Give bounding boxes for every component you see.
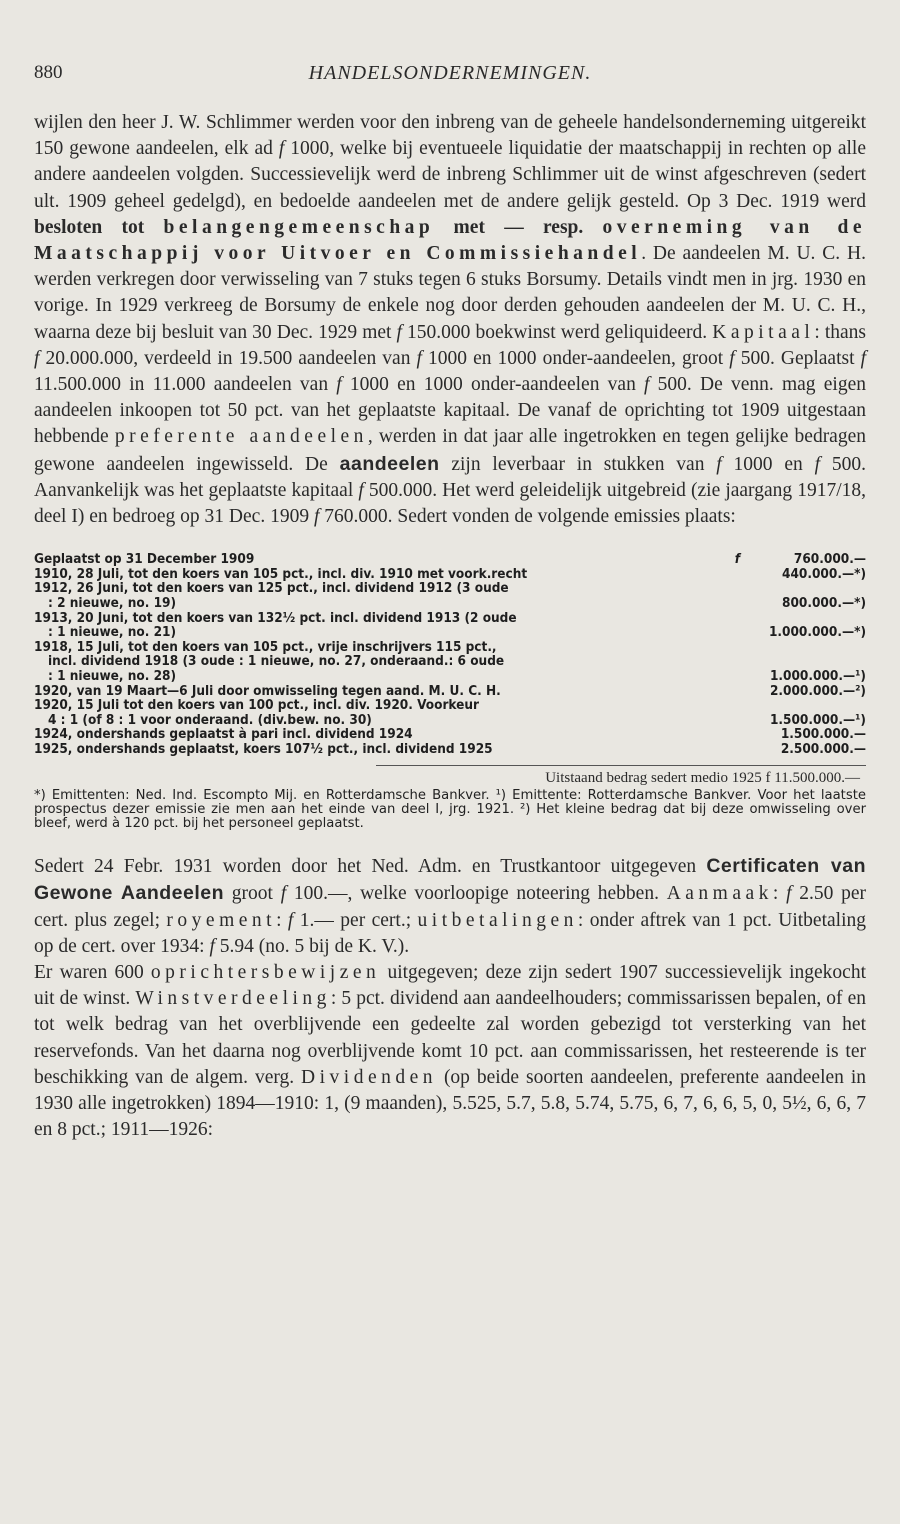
para1-segment: 11.500.000 in 11.000 aandeelen van [34,374,337,396]
para2-segment: Sedert 24 Febr. 1931 worden door het Ned. Adm. en Trustkantoor uitgegeven [34,856,707,878]
emission-amount: 2.000.000.—²) [769,682,866,699]
para1-segment: f [313,506,320,528]
para2-segment: : [772,883,787,905]
emission-text: 1918, 15 Juli, tot den koers van 105 pct., vrije inschrijvers 115 pct., [34,638,497,655]
para1-segment: f [860,347,866,369]
emission-amount: 1.000.000.—¹) [769,668,866,684]
para1-segment: 500. Aanvankelijk was het geplaatste kapitaal [34,453,867,501]
para1-segment: preferente aandeelen [114,426,368,448]
footnotes: *) Emittenten: Ned. Ind. Escompto Mij. en Rotterdamsche Bankver. ¹) Emittente: Rotterdamsche Bankver. Voor het laatste prospectus dezer emissie zie men aan het einde van deel I, jrg. 1921. ²) Het kleine bedrag dat bij deze omwisseling over bleef, werd à 120 pct. bij het personeel geplaatst. [34,787,866,831]
para1-segment: 1000, welke bij eventueele liquidatie der maatschappij in rechten op alle andere aandeelen volgden. Successievelijk werd de inbreng Schlimmer uit de winst afgeschreven (sedert ult. 1909 geheel gedelgd), en bedoelde aandeelen met de andere gelijk gesteld. Op 3 Dec. 1919 werd [34,138,866,212]
para2-segment: f [209,935,215,957]
para3-segment: : 5 pct. dividend aan aandeelhouders; commissarissen bepalen, of en tot welk bedrag van het overblijvende een gedeelte zal worden gebezigd tot versterking van het reservefonds. Van het daarna nog overblijvende komt 10 pct. aan commissarissen, het resteerende is ter beschikking van de algem. verg. [34,988,867,1088]
para3-segment: uitgegeven; deze zijn sedert 1907 successievelijk ingekocht uit de winst. [34,961,867,1010]
emission-row [34,698,866,727]
emission-amount: 2.500.000.— [780,740,866,757]
emission-row [34,567,866,582]
emission-row [34,581,866,610]
page-number: 880 [34,62,63,83]
para2-segment: 100.—, welke voorloopige noteering hebben. [286,883,667,905]
emission-row [34,727,866,742]
para2-segment: f [287,909,294,931]
emission-text: : 2 nieuwe, no. 19) [48,595,177,612]
page-body [34,110,866,1143]
para1-segment: overneming van de Maatschappij voor Uitvoer en Commissiehandel [34,216,866,265]
para1-segment: 760.000. Sedert vonden de volgende emissies plaats: [319,506,736,528]
emission-text: 1920, 15 Juli tot den koers van 100 pct., incl. div. 1920. Voorkeur [34,697,480,714]
para1-segment: belangengemeenschap [163,216,435,238]
para1-segment: f [34,347,40,369]
emission-amount: 1.500.000.— [780,726,866,743]
emission-row [34,684,866,699]
para1-segment: f [358,479,364,501]
para1-segment: f [644,374,650,396]
para2-segment: f [786,883,792,905]
para1-segment: . De aandeelen M. U. C. H. werden verkregen door verwisseling van 7 stuks tegen 6 stuks Borsumy. Details vindt men in jrg. 1930 en vorige. In 1929 verkreeg de Borsumy de enkele nog door derden gehouden aandeelen der M. U. C. H., waarna deze bij besluit van 30 Dec. 1929 met [34,243,866,343]
para2-segment: 5.94 (no. 5 bij de K. V.). [214,935,410,957]
para1-segment: 1000 en [721,453,815,475]
para1-segment: f [814,453,821,475]
para1-segment: f [396,321,402,343]
para1-segment: f [416,347,422,369]
para1-segment: met — resp. [434,216,603,238]
para1-segment: : thans [814,321,866,343]
para1-segment: 500. De venn. mag eigen aandeelen inkoopen tot 50 pct. van het geplaatste kapitaal. De vanaf de oprichting tot 1909 uitgestaan hebbende [34,374,866,448]
emission-text: 1925, ondershands geplaatst, koers 107½ pct., incl. dividend 1925 [34,740,493,757]
para3-segment: oprichtersbewijzen [150,961,381,983]
para2-segment: : onder aftrek van 1 pct. Uitbetaling op de cert. over 1934: [34,909,866,957]
para1-segment: Kapitaal [712,321,815,343]
para1-segment: f [336,374,342,396]
emission-row [34,611,866,640]
emission-row [34,552,866,567]
para1-segment: wijlen den heer J. W. Schlimmer werden voor den inbreng van de geheele handelsonderneming uitgereikt 150 gewone aandeelen, elk ad [34,112,866,160]
total-line: Uitstaand bedrag sedert medio 1925 f 11.500.000.— [545,769,860,786]
para2-segment: 1.— per cert.; [293,909,418,931]
emission-text: 4 : 1 (of 8 : 1 voor onderaand. (div.bew. no. 30) [48,711,372,728]
emission-text: 1912, 26 Juni, tot den koers van 125 pct., incl. dividend 1912 (3 oude [34,580,509,597]
para1-segment: besloten tot [34,216,164,238]
emission-currency: f [734,551,740,568]
emissions-table [34,552,866,756]
emission-text: Geplaatst op 31 December 1909 [34,551,255,568]
emission-text: 1910, 28 Juli, tot den koers van 105 pct., incl. div. 1910 met voork.recht [34,565,528,582]
para3-segment: Winstverdeeling [135,988,331,1010]
emission-text: 1920, van 19 Maart—6 Juli door omwisseling tegen aand. M. U. C. H. [34,682,501,699]
para1-segment: 150.000 boekwinst werd geliquideerd. [401,321,713,343]
para1-segment: 1000 en 1000 onder-aandeelen, groot [421,347,730,369]
para3-segment: Er waren 600 [34,961,151,983]
emission-text: : 1 nieuwe, no. 21) [48,624,177,641]
emission-text: incl. dividend 1918 (3 oude : 1 nieuwe, no. 27, onderaand.: 6 oude [48,653,505,670]
para2-segment: Aanmaak [666,883,773,905]
para2-segment: 2.50 per cert. plus zegel; [34,883,867,931]
emission-row [34,742,866,757]
para3-segment: Dividenden [301,1066,438,1088]
emission-text: 1913, 20 Juni, tot den koers van 132½ pct. incl. dividend 1913 (2 oude [34,609,517,626]
para1-segment: aandeelen [339,452,440,475]
para2-segment: uitbetalingen [417,909,578,931]
para1-segment: 1000 en 1000 onder-aandeelen van [341,374,645,396]
emission-amount: 760.000.— [793,551,866,568]
para2-segment: : [276,909,288,931]
para1-segment: f [716,453,722,475]
para1-segment: 500. Geplaatst [734,347,861,369]
total-rule [376,765,866,766]
emission-text: 1924, ondershands geplaatst à pari incl. dividend 1924 [34,726,413,743]
page-header [34,62,866,86]
para2-segment: Certificaten van Gewone Aandeelen [34,855,866,905]
para2-segment: groot [224,883,281,905]
emission-amount: 1.000.000.—*) [768,624,866,641]
paragraph-dividends [34,960,866,1143]
emission-amount: 1.500.000.—¹) [769,711,866,728]
running-title: HANDELSONDERNEMINGEN. [308,62,592,84]
para1-segment: 20.000.000, verdeeld in 19.500 aandeelen van [39,347,417,369]
para1-segment: zijn leverbaar in stukken van [439,453,717,475]
para1-segment: f [278,138,285,160]
paragraph-certificates [34,853,866,960]
para2-segment: royement [166,909,277,931]
para1-segment: f [729,347,735,369]
paragraph-capital [34,110,866,530]
para3-segment: (op beide soorten aandeelen, preferente aandeelen in 1930 alle ingetrokken) 1894—1910: 1, (9 maanden), 5.525, 5.7, 5.8, 5.74, 5.75, 6, 7, 6, 6, 5, 0, 5½, 6, 6, 7 en 8 pct.; 1911—1926: [34,1066,866,1141]
emission-amount: 440.000.—*) [782,565,866,582]
emission-row [34,640,866,684]
para1-segment: , werden in dat jaar alle ingetrokken en tegen gelijke bedragen gewone aandeelen ingewisseld. De [34,426,866,475]
para2-segment: f [280,883,287,905]
emission-amount: 800.000.—*) [782,595,866,612]
emission-text: : 1 nieuwe, no. 28) [48,668,177,684]
para1-segment: 500.000. Het werd geleidelijk uitgebreid (zie jaargang 1917/18, deel I) en bedroeg op 31 Dec. 1909 [34,479,866,528]
